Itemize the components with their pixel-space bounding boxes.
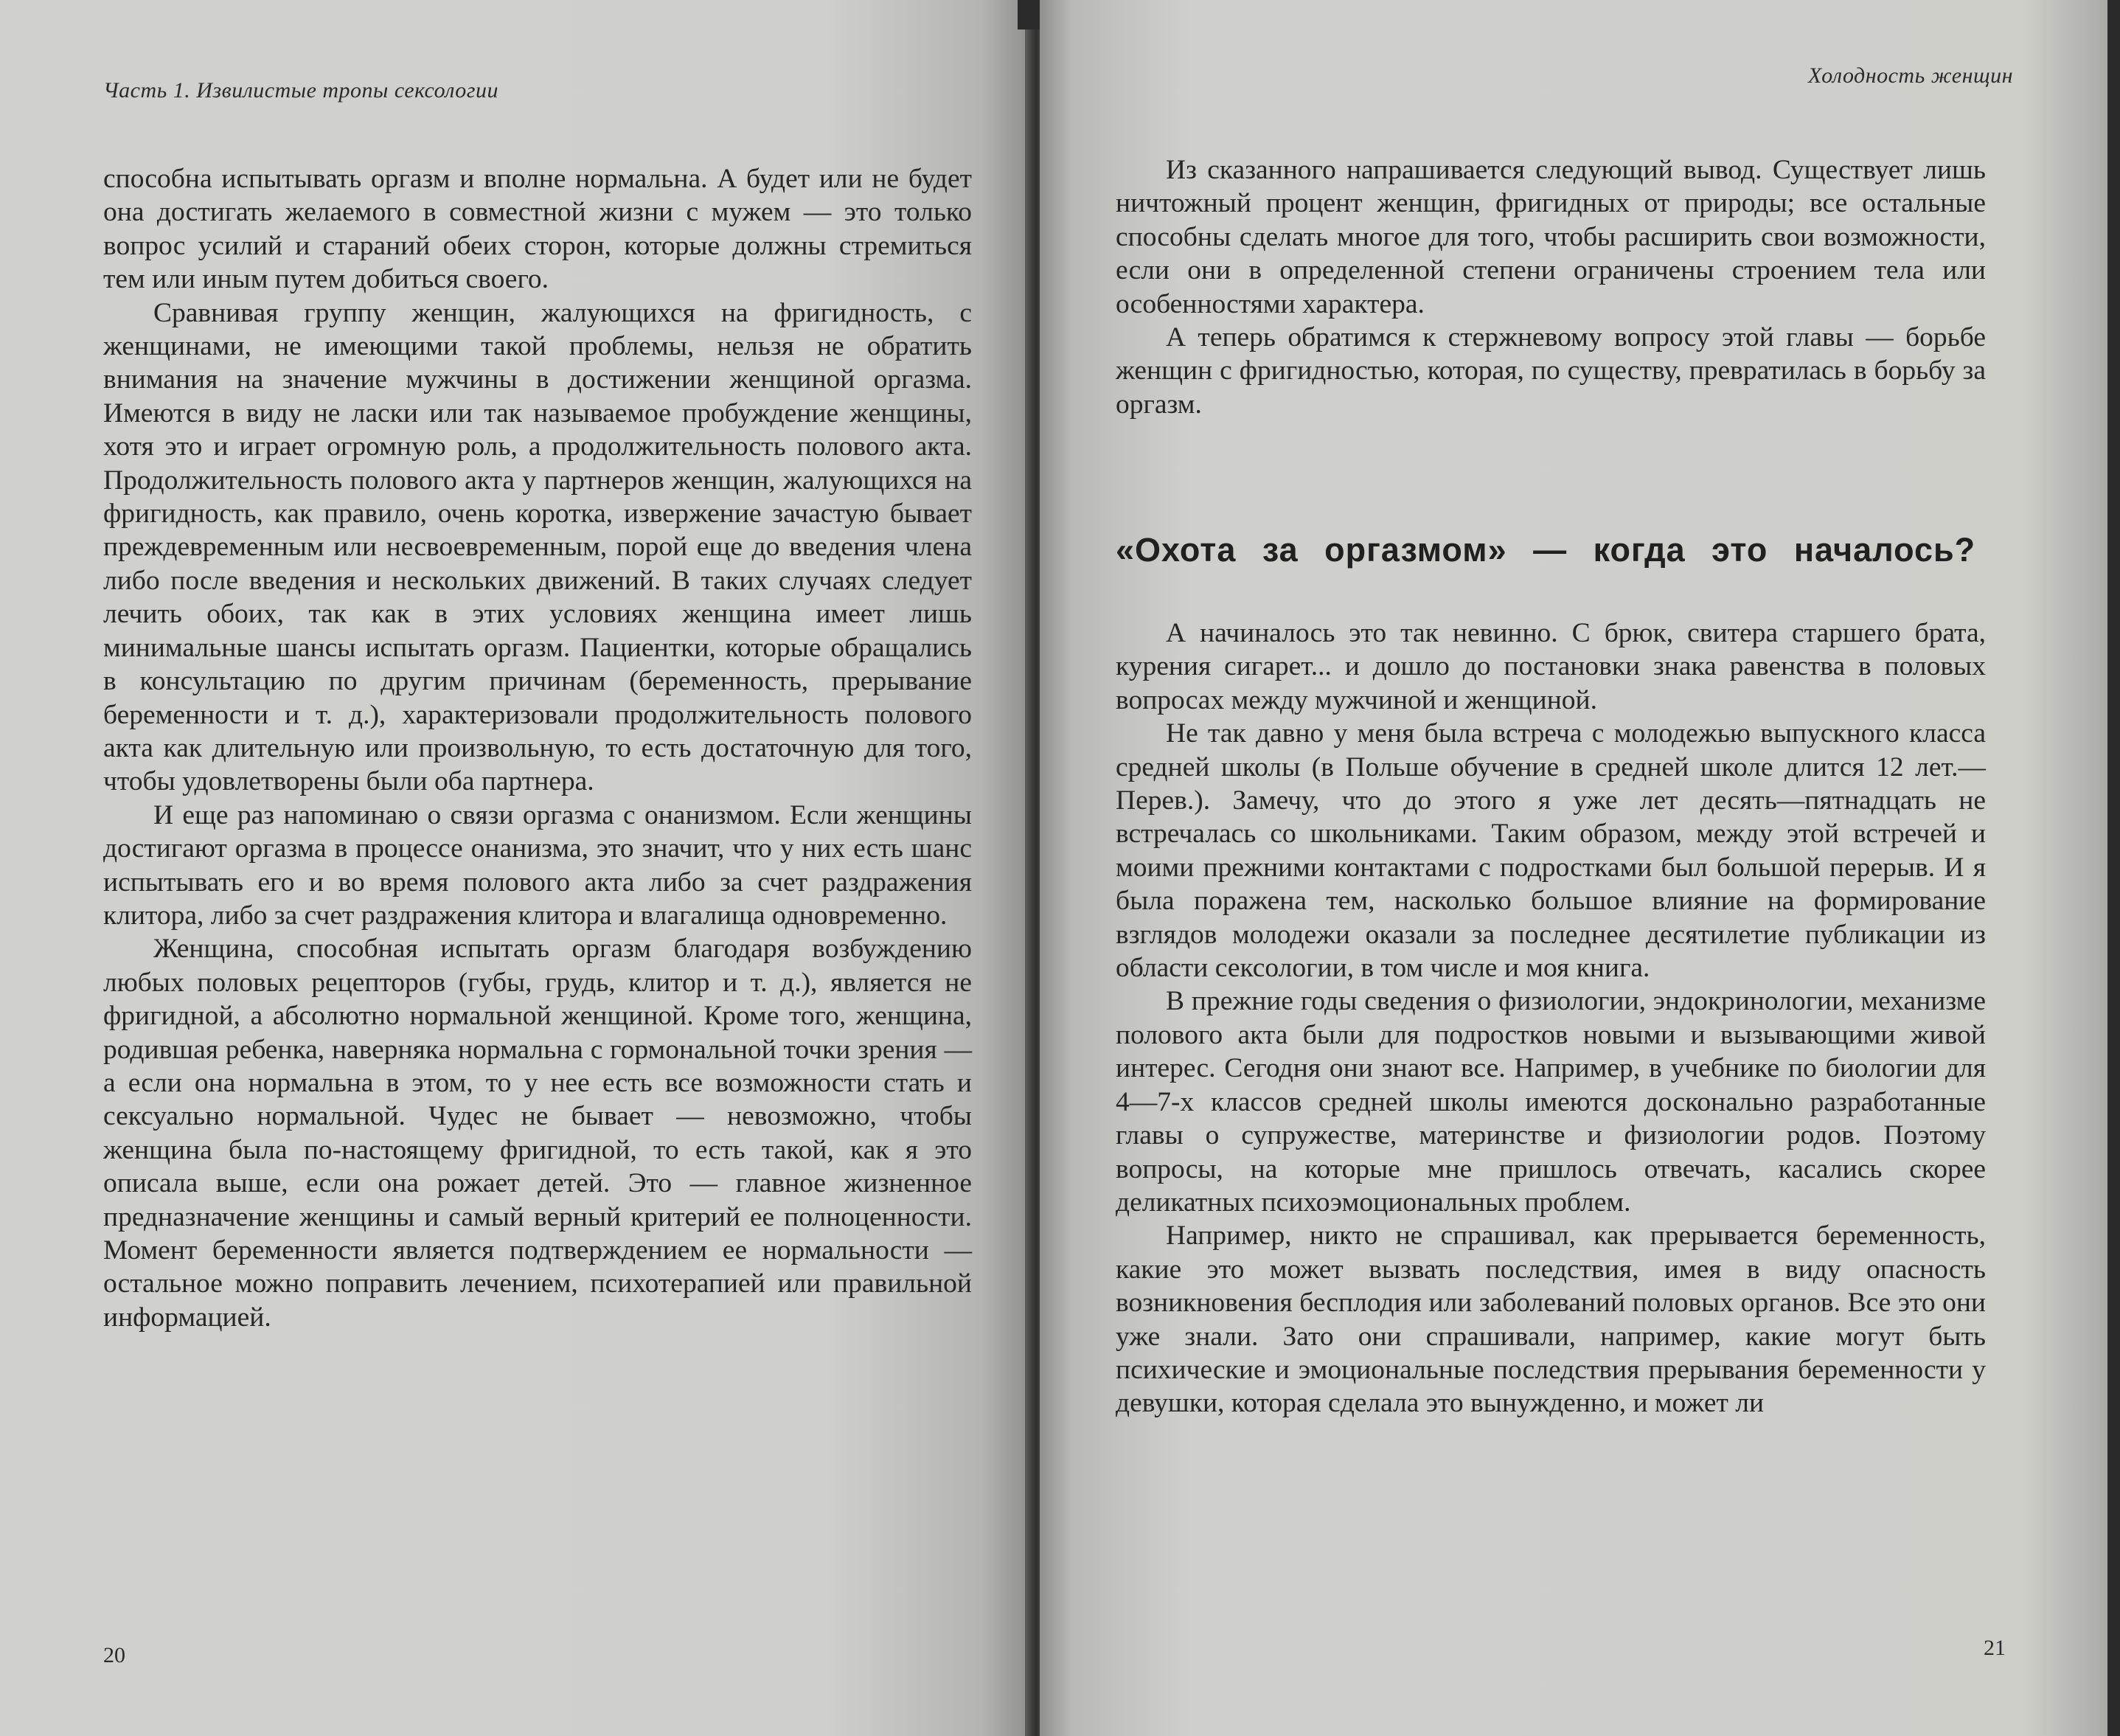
paragraph: В прежние годы сведения о физиологии, эндокринологии, механизме полового акта были для подростков новыми и вызывающими живой интерес. Сегодня они знают все. Например, в учебнике по биологии для 4—7-х классов средней школы имеются досконально разработанные главы о супружестве, материнстве и физиологии родов. Поэтому вопросы, на которые мне пришлось отвечать, касались скорее деликатных психоэмоциональных проблем. xyxy=(1116,986,1986,1218)
right-page-number: 21 xyxy=(1984,1636,2006,1660)
section-heading: «Охота за оргазмом» — когда это началось? xyxy=(1116,531,1976,569)
left-page-text xyxy=(103,162,972,1334)
left-running-head: Часть 1. Извилистые тропы сексологии xyxy=(103,78,498,103)
paragraph: Женщина, способная испытать оргазм благодаря возбуждению любых половых рецепторов (губы, грудь, клитор и т. д.), является не фригидной, а абсолютно нормальной женщиной. Кроме того, женщина, родившая ребенка, наверняка нормальна с гормональной точки зрения — а если она нормальна в этом, то у нее есть все возможности стать и сексуально нормальной. Чудес не бывает — невозможно, чтобы женщина была по-настоящему фригидной, то есть такой, как я это описала выше, если она рожает детей. Это — главное жизненное предназначение женщины и самый верный критерий ее полноценности. Момент беременности является подтверждением ее нормальности — остальное можно поправить лечением, психотерапией или правильной информацией. xyxy=(103,934,972,1333)
paragraph: И еще раз напоминаю о связи оргазма с онанизмом. Если женщины достигают оргазма в процессе онанизма, это значит, что у них есть шанс испытывать его и во время полового акта либо за счет раздражения клитора, либо за счет раздражения клитора и влагалища одновременно. xyxy=(103,799,972,931)
paragraph: А теперь обратимся к стержневому вопросу этой главы — борьбе женщин с фригидностью, которая, по существу, превратилась в борьбу за оргазм. xyxy=(1116,322,1986,420)
paragraph: Из сказанного напрашивается следующий вывод. Существует лишь ничтожный процент женщин, фригидных от природы; все остальные способны сделать многое для того, чтобы расширить свои возможности, если они в определенной степени ограничены строением тела или особенностями характера. xyxy=(1116,155,1986,319)
paragraph: Сравнивая группу женщин, жалующихся на фригидность, с женщинами, не имеющими такой проблемы, нельзя не обратить внимания на значение мужчины в достижении женщиной оргазма. Имеются в виду не ласки или так называемое пробуждение женщины, хотя это и играет огромную роль, а продолжительность полового акта. Продолжительность полового акта у партнеров женщин, жалующихся на фригидность, как правило, очень коротка, извержение зачастую бывает преждевременным или несвоевременным, порой еще до введения члена либо после введения и нескольких движений. В таких случаях следует лечить обоих, так как в этих условиях женщина имеет лишь минимальные шансы испытать оргазм. Пациентки, которые обращались в консультацию по другим причинам (беременность, прерывание беременности и т. д.), характеризовали продолжительность полового акта как длительную или произвольную, то есть достаточную для того, чтобы удовлетворены были оба партнера. xyxy=(103,297,972,797)
right-page xyxy=(1040,0,2109,1736)
paragraph: Например, никто не спрашивал, как прерывается беременность, какие это может вызвать последствия, имея в виду опасность возникновения бесплодия или заболеваний половых органов. Все это они уже знали. Зато они спрашивали, например, какие могут быть психические и эмоциональные последствия прерывания беременности у девушки, которая сделала это вынужденно, и может ли xyxy=(1116,1221,1986,1419)
left-page xyxy=(0,0,1032,1736)
right-running-head: Холодность женщин xyxy=(1808,63,2013,88)
right-section-text xyxy=(1116,617,1986,1420)
paragraph: Не так давно у меня была встреча с молодежью выпускного класса средней школы (в Польше обучение в средней школе длится 12 лет.— Перев.). Замечу, что до этого я уже лет десять—пятнадцать не встречалась со школьниками. Таким образом, между этой встречей и моими прежними контактами с подростками был большой перерыв. И я была поражена тем, насколько большое влияние на формирование взглядов молодежи оказали за последнее десятилетие публикации из области сексологии, в том числе и моя книга. xyxy=(1116,718,1986,984)
right-edge-shadow xyxy=(2107,0,2120,1736)
paragraph: способна испытывать оргазм и вполне нормальна. А будет или не будет она достигать желаемого в совместной жизни с мужем — это только вопрос усилий и стараний обеих сторон, которые должны стремиться тем или иным путем добиться своего. xyxy=(103,164,972,295)
left-page-number: 20 xyxy=(103,1643,125,1667)
paragraph: А начиналось это так невинно. С брюк, свитера старшего брата, курения сигарет... и дошло до постановки знака равенства в половых вопросах между мужчиной и женщиной. xyxy=(1116,618,1986,715)
right-intro-text xyxy=(1116,153,1986,421)
